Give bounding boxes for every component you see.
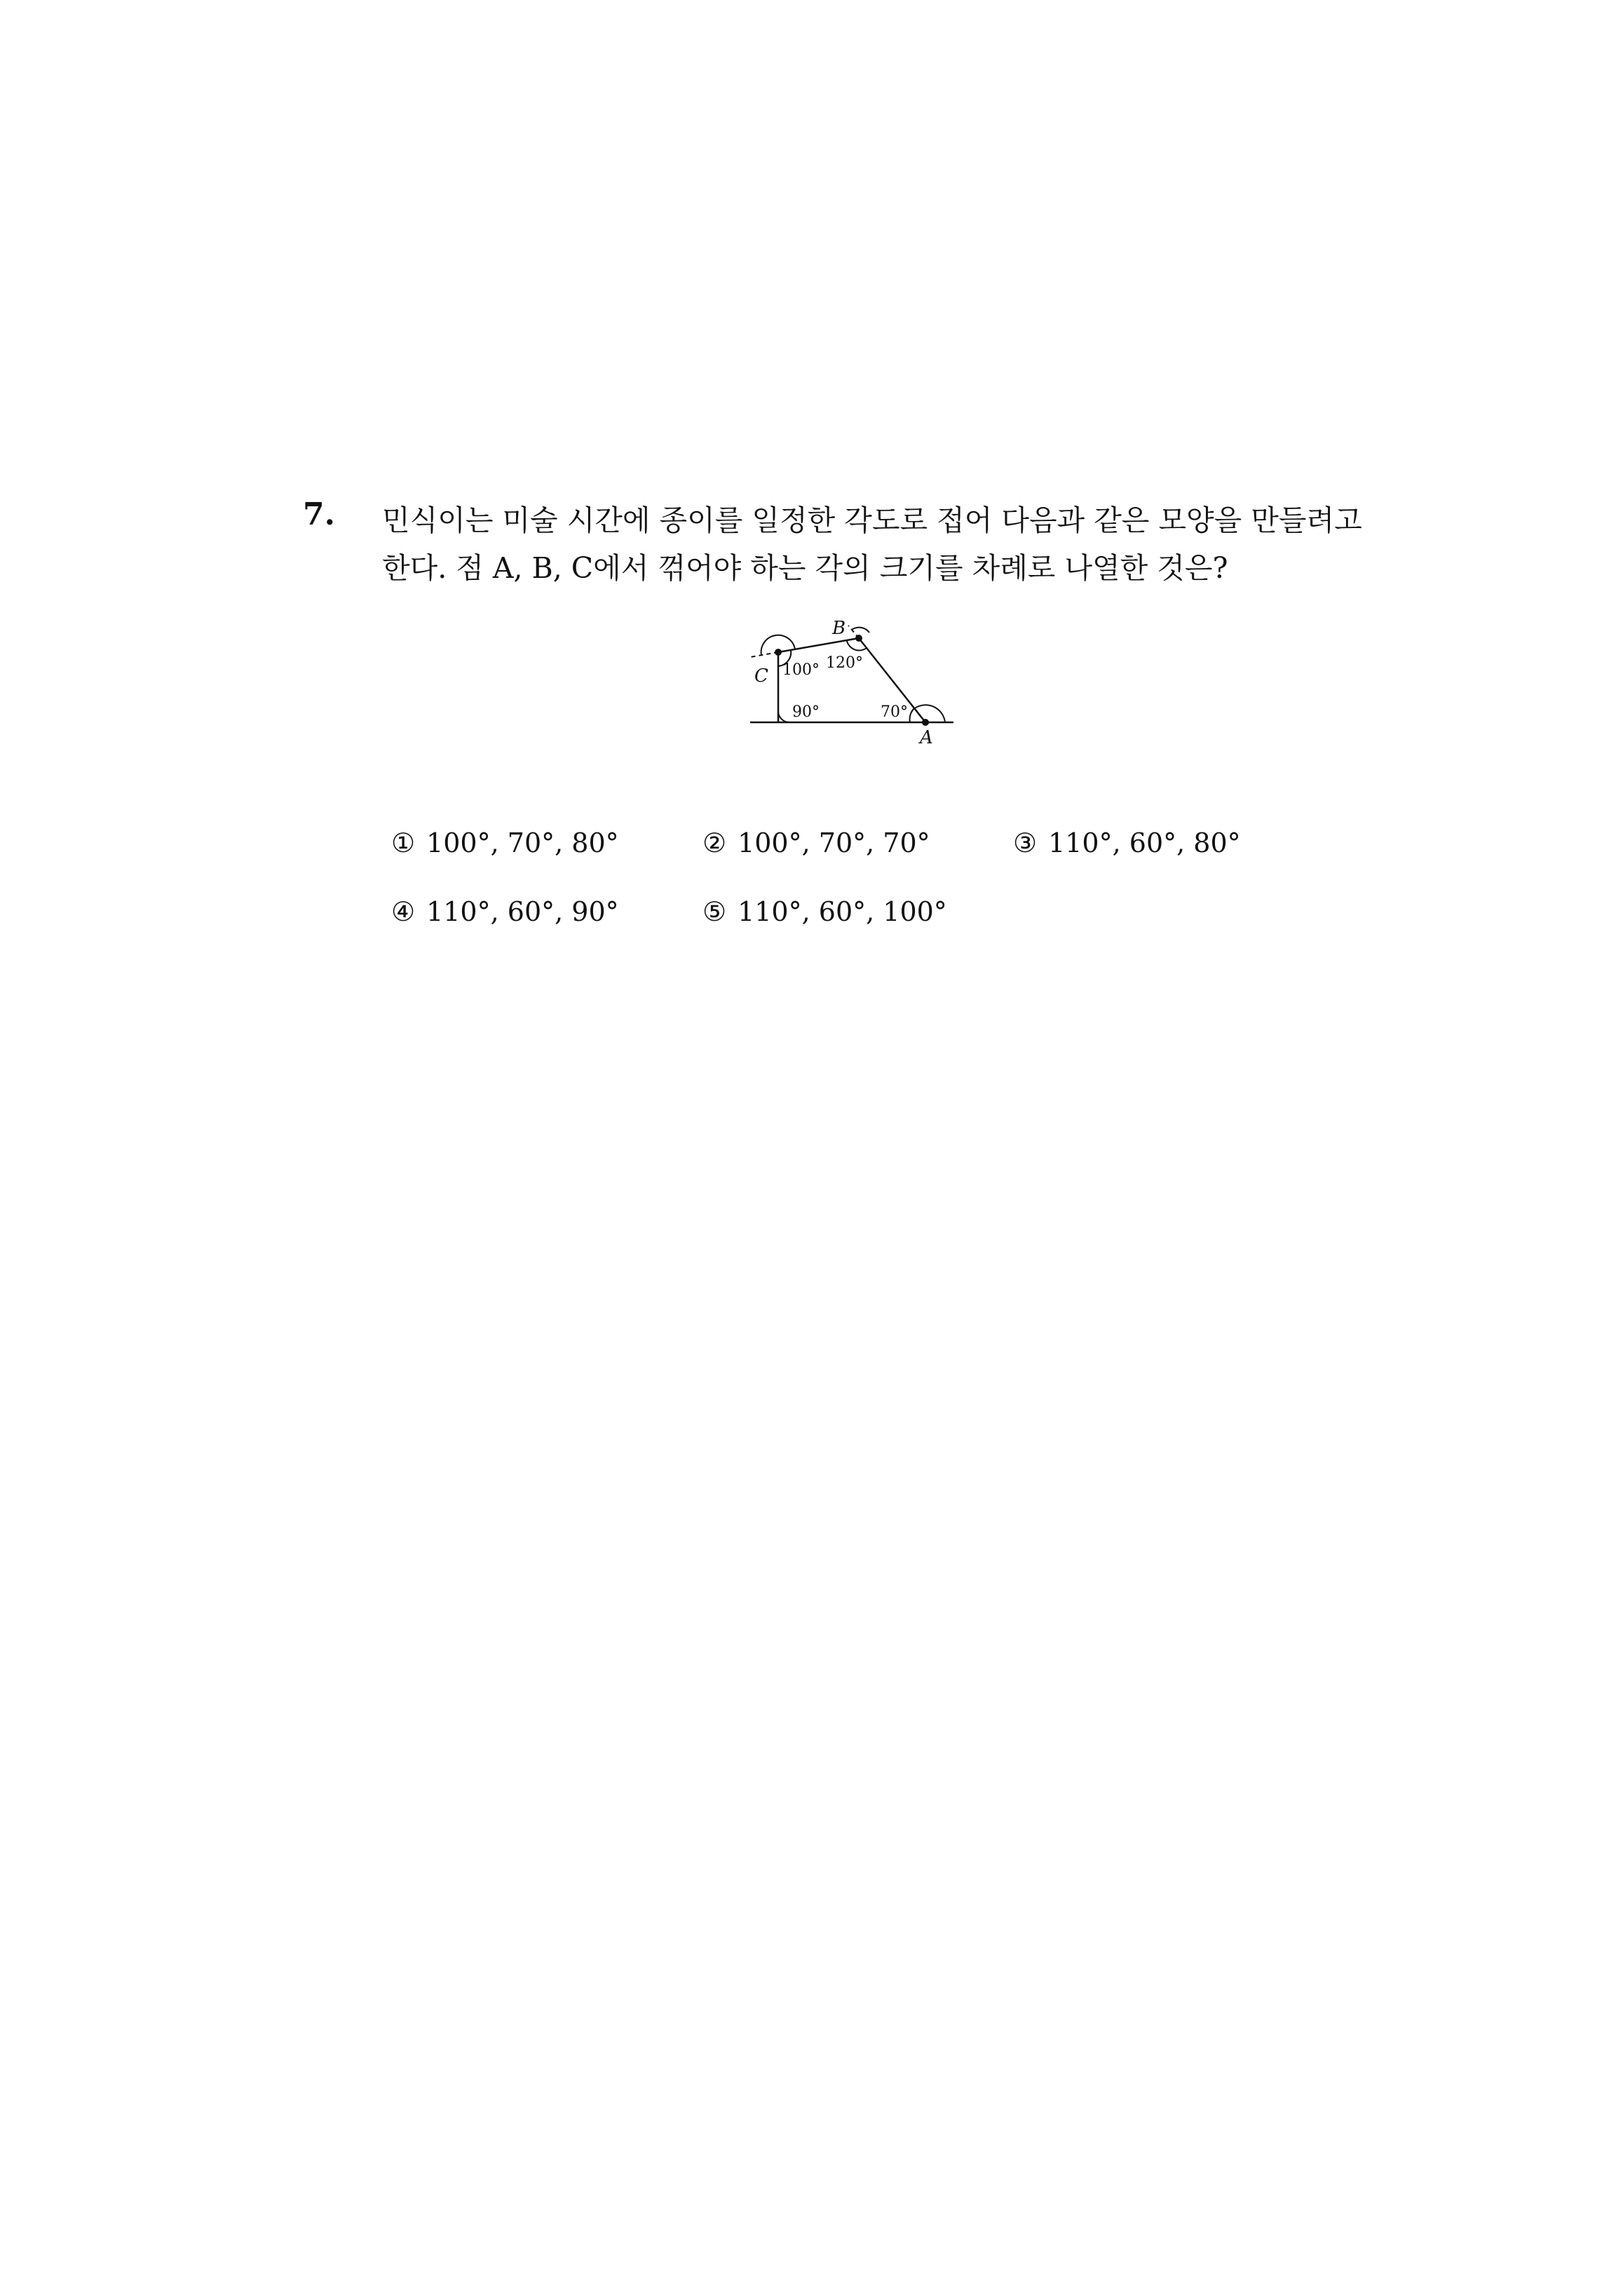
- choice-1-mark: ①: [391, 828, 416, 858]
- choice-5-mark: ⑤: [702, 896, 727, 927]
- arc-a-interior: [910, 708, 914, 722]
- label-angle-a: 70°: [881, 703, 908, 721]
- choice-1[interactable]: [391, 828, 619, 858]
- label-angle-b: 120°: [826, 654, 863, 672]
- question-stem: [382, 497, 1399, 592]
- choice-2-mark: ②: [702, 828, 727, 858]
- choice-2[interactable]: [702, 828, 930, 858]
- question-number: 7.: [303, 497, 335, 532]
- arc-b-interior: [847, 641, 867, 650]
- point-c-dot: [775, 649, 782, 656]
- label-point-b: B: [832, 618, 846, 639]
- arc-right-angle: [778, 711, 789, 722]
- label-angle-90: 90°: [792, 703, 820, 721]
- choice-3-text: 110°, 60°, 80°: [1048, 828, 1241, 858]
- folded-paper-figure: [736, 605, 960, 752]
- choice-5-text: 110°, 60°, 100°: [738, 896, 947, 927]
- choice-4[interactable]: [391, 896, 619, 927]
- arc-b-exterior: [852, 628, 869, 633]
- dashed-extension-c: [750, 652, 778, 657]
- choice-3-mark: ③: [1013, 828, 1038, 858]
- stem-line-2: 한다. 점 A, B, C에서 꺾어야 하는 각의 크기를 차례로 나열한 것은?: [382, 551, 1228, 585]
- point-b-dot: [855, 635, 862, 642]
- choice-4-mark: ④: [391, 896, 416, 927]
- label-point-c: C: [754, 666, 768, 687]
- point-a-dot: [922, 719, 929, 726]
- choice-3[interactable]: [1013, 828, 1241, 858]
- label-angle-c: 100°: [782, 661, 820, 679]
- stem-line-1: 민식이는 미술 시간에 종이를 일정한 각도로 접어 다음과 같은 모양을 만들려고: [382, 504, 1362, 537]
- choice-1-text: 100°, 70°, 80°: [426, 828, 619, 858]
- label-point-a: A: [920, 727, 933, 748]
- choice-5[interactable]: [702, 896, 947, 927]
- choice-4-text: 110°, 60°, 90°: [426, 896, 619, 927]
- choice-2-text: 100°, 70°, 70°: [738, 828, 930, 858]
